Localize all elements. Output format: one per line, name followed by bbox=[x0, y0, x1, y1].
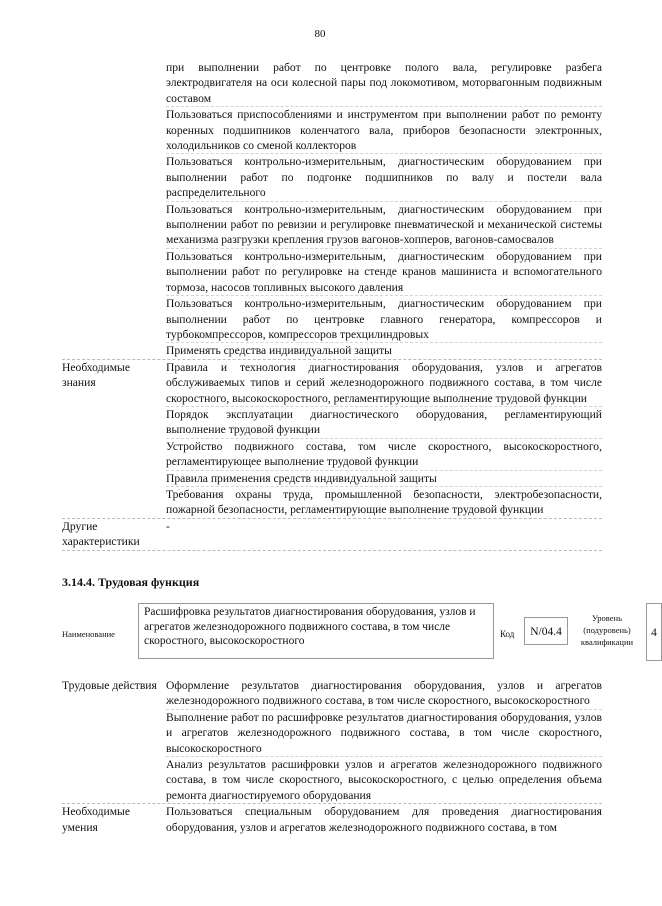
skills2-row bbox=[62, 804, 602, 835]
page-number: 80 bbox=[314, 28, 326, 40]
level-value: 4 bbox=[646, 603, 662, 661]
skill-item: Пользоваться приспособлениями и инструментом при выполнении работ по ремонту коренных подшипников коленчатого вала, приборов безопасности электронных, холодильников со сменой коллекторов bbox=[166, 107, 602, 154]
skills-label bbox=[62, 60, 166, 359]
knowledge-item: Устройство подвижного состава, том числе скоростного, высокоскоростного, регламентирующее выполнение трудовой функции bbox=[166, 439, 602, 471]
labor-function-header bbox=[62, 603, 657, 661]
action-item: Анализ результатов расшифровки узлов и агрегатов железнодорожного подвижного состава, в том числе скоростного, высокоскоростного, с целью определения объема ремонта диагностируемого оборудования bbox=[166, 758, 602, 802]
skills-row bbox=[62, 60, 602, 359]
action-item: Выполнение работ по расшифровке результатов диагностирования оборудования, узлов и агрегатов железнодорожного подвижного состава, в том числе скоростного, высокоскоростного bbox=[166, 710, 602, 757]
section-heading: 3.14.4. Трудовая функция bbox=[62, 575, 200, 589]
skills2-label: Необходимые умения bbox=[62, 805, 130, 834]
function-table bbox=[62, 678, 602, 835]
knowledge-row bbox=[62, 359, 602, 519]
knowledge-item: Правила применения средств индивидуальной защиты bbox=[166, 471, 602, 487]
code-label: Код bbox=[500, 629, 515, 639]
actions-row bbox=[62, 678, 602, 804]
action-item: Оформление результатов диагностирования оборудования, узлов и агрегатов железнодорожного подвижного состава, в том числе скоростного, высокоскоростного bbox=[166, 678, 602, 710]
skill-item: Пользоваться контрольно-измерительным, диагностическим оборудованием при выполнении работ по регулировке на стенде кранов машиниста и вспомогательного тормоза, насосов топливных высокого давления bbox=[166, 249, 602, 296]
function-name: Расшифровка результатов диагностирования оборудования, узлов и агрегатов железнодорожного подвижного состава, в том числе скоростного, высокоскоростного bbox=[138, 603, 494, 659]
skill-item: Применять средства индивидуальной защиты bbox=[166, 344, 392, 358]
skill-item: Пользоваться контрольно-измерительным, диагностическим оборудованием при выполнении работ по подгонке подшипников по валу и постели вала распределительного bbox=[166, 154, 602, 201]
code-value: N/04.4 bbox=[524, 617, 568, 645]
knowledge-label: Необходимые знания bbox=[62, 360, 130, 390]
actions-label: Трудовые действия bbox=[62, 679, 157, 692]
requirements-table bbox=[62, 60, 602, 551]
skill-item: Пользоваться контрольно-измерительным, диагностическим оборудованием при выполнении работ по центровке главного генератора, компрессоров и турбокомпрессоров, компрессоров трехцилиндровых bbox=[166, 296, 602, 343]
knowledge-item: Порядок эксплуатации диагностического оборудования, регламентирующий выполнение трудовой функции bbox=[166, 407, 602, 439]
other-row bbox=[62, 519, 602, 551]
name-label: Наименование bbox=[62, 629, 115, 639]
level-label: Уровень (подуровень) квалификации bbox=[580, 613, 634, 647]
skill-item: Пользоваться контрольно-измерительным, диагностическим оборудованием при выполнении работ по ревизии и регулировке пневматической и механической системы механизма разгрузки крепления грузов вагонов-хопперов, вагонов-самосвалов bbox=[166, 202, 602, 249]
other-value: - bbox=[166, 519, 170, 533]
other-label: Другие характеристики bbox=[62, 519, 140, 549]
knowledge-item: Правила и технология диагностирования оборудования, узлов и агрегатов обслуживаемых типов и серий железнодорожного подвижного состава, в том числе скоростного, высокоскоростного, регламентирующие выполнение трудовой функции bbox=[166, 360, 602, 407]
skill-item: при выполнении работ по центровке полого вала, регулировке разбега электродвигателя на оси колесной пары под локомотивом, моторвагонным подвижным составом bbox=[166, 60, 602, 107]
skill-item: Пользоваться специальным оборудованием для проведения диагностирования оборудования, узлов и агрегатов железнодорожного подвижного состава, в том bbox=[166, 805, 602, 834]
knowledge-item: Требования охраны труда, промышленной безопасности, электробезопасности, пожарной безопасности, регламентирующие выполнение трудовой функции bbox=[166, 487, 602, 517]
